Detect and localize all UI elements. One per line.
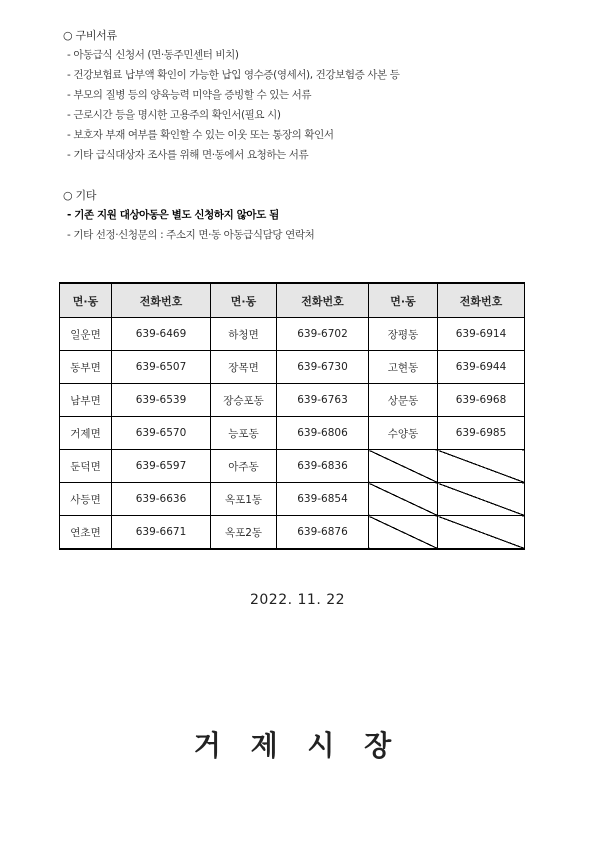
header-phone: 전화번호 [277,283,369,318]
empty-cell [438,516,525,550]
documents-item: - 기타 급식대상자 조사를 위해 면·동에서 요청하는 서류 [67,149,309,161]
phone-cell: 639-6539 [112,384,211,417]
empty-cell [369,450,438,483]
table-row [60,318,525,351]
phone-cell: 639-6914 [438,318,525,351]
header-phone: 전화번호 [112,283,211,318]
phone-cell: 639-6876 [277,516,369,550]
district-cell: 남부면 [60,384,112,417]
phone-cell: 639-6854 [277,483,369,516]
empty-cell [369,483,438,516]
header-district: 면·동 [60,283,112,318]
district-cell: 장승포동 [211,384,277,417]
district-cell: 둔덕면 [60,450,112,483]
phone-cell: 639-6730 [277,351,369,384]
phone-cell: 639-6968 [438,384,525,417]
empty-cell [438,483,525,516]
district-cell: 장평동 [369,318,438,351]
district-cell: 동부면 [60,351,112,384]
table-row [60,516,525,550]
contact-table-header [60,283,525,318]
empty-cell [369,516,438,550]
phone-cell: 639-6806 [277,417,369,450]
other-note: - 기타 선정·신청문의 : 주소지 면·동 아동급식담당 연락처 [67,229,315,241]
phone-cell: 639-6469 [112,318,211,351]
documents-item: - 보호자 부재 여부를 확인할 수 있는 이웃 또는 통장의 확인서 [67,129,334,141]
table-row [60,483,525,516]
documents-item: - 건강보험료 납부액 확인이 가능한 납입 영수증(영세서), 건강보험증 사본 등 [67,69,400,81]
district-cell: 상문동 [369,384,438,417]
phone-cell: 639-6636 [112,483,211,516]
district-cell: 거제면 [60,417,112,450]
district-cell: 하청면 [211,318,277,351]
district-cell: 능포동 [211,417,277,450]
phone-cell: 639-6570 [112,417,211,450]
district-cell: 장목면 [211,351,277,384]
district-cell: 사등면 [60,483,112,516]
phone-cell: 639-6597 [112,450,211,483]
empty-cell [438,450,525,483]
district-cell: 아주동 [211,450,277,483]
district-cell: 일운면 [60,318,112,351]
phone-cell: 639-6985 [438,417,525,450]
phone-cell: 639-6944 [438,351,525,384]
district-cell: 옥포1동 [211,483,277,516]
table-row [60,384,525,417]
table-row [60,351,525,384]
issue-date: 2022. 11. 22 [249,592,346,608]
phone-cell: 639-6702 [277,318,369,351]
phone-cell: 639-6763 [277,384,369,417]
phone-cell: 639-6671 [112,516,211,550]
table-row [60,450,525,483]
table-row [60,417,525,450]
issuer-signature: 거 제 시 장 [193,729,402,762]
documents-item: - 근로시간 등을 명시한 고용주의 확인서(필요 시) [67,109,281,121]
other-note-bold: - 기존 지원 대상아동은 별도 신청하지 않아도 됨 [67,209,279,221]
district-cell: 연초면 [60,516,112,550]
phone-cell: 639-6507 [112,351,211,384]
documents-item: - 아동급식 신청서 (면·동주민센터 비치) [67,49,239,61]
district-cell: 옥포2동 [211,516,277,550]
district-cell: 고현동 [369,351,438,384]
documents-heading: ○ 구비서류 [63,29,117,42]
contact-table [59,282,525,550]
header-district: 면·동 [369,283,438,318]
other-heading: ○ 기타 [63,189,97,202]
header-phone: 전화번호 [438,283,525,318]
header-district: 면·동 [211,283,277,318]
documents-item: - 부모의 질병 등의 양육능력 미약을 증빙할 수 있는 서류 [67,89,312,101]
district-cell: 수양동 [369,417,438,450]
phone-cell: 639-6836 [277,450,369,483]
